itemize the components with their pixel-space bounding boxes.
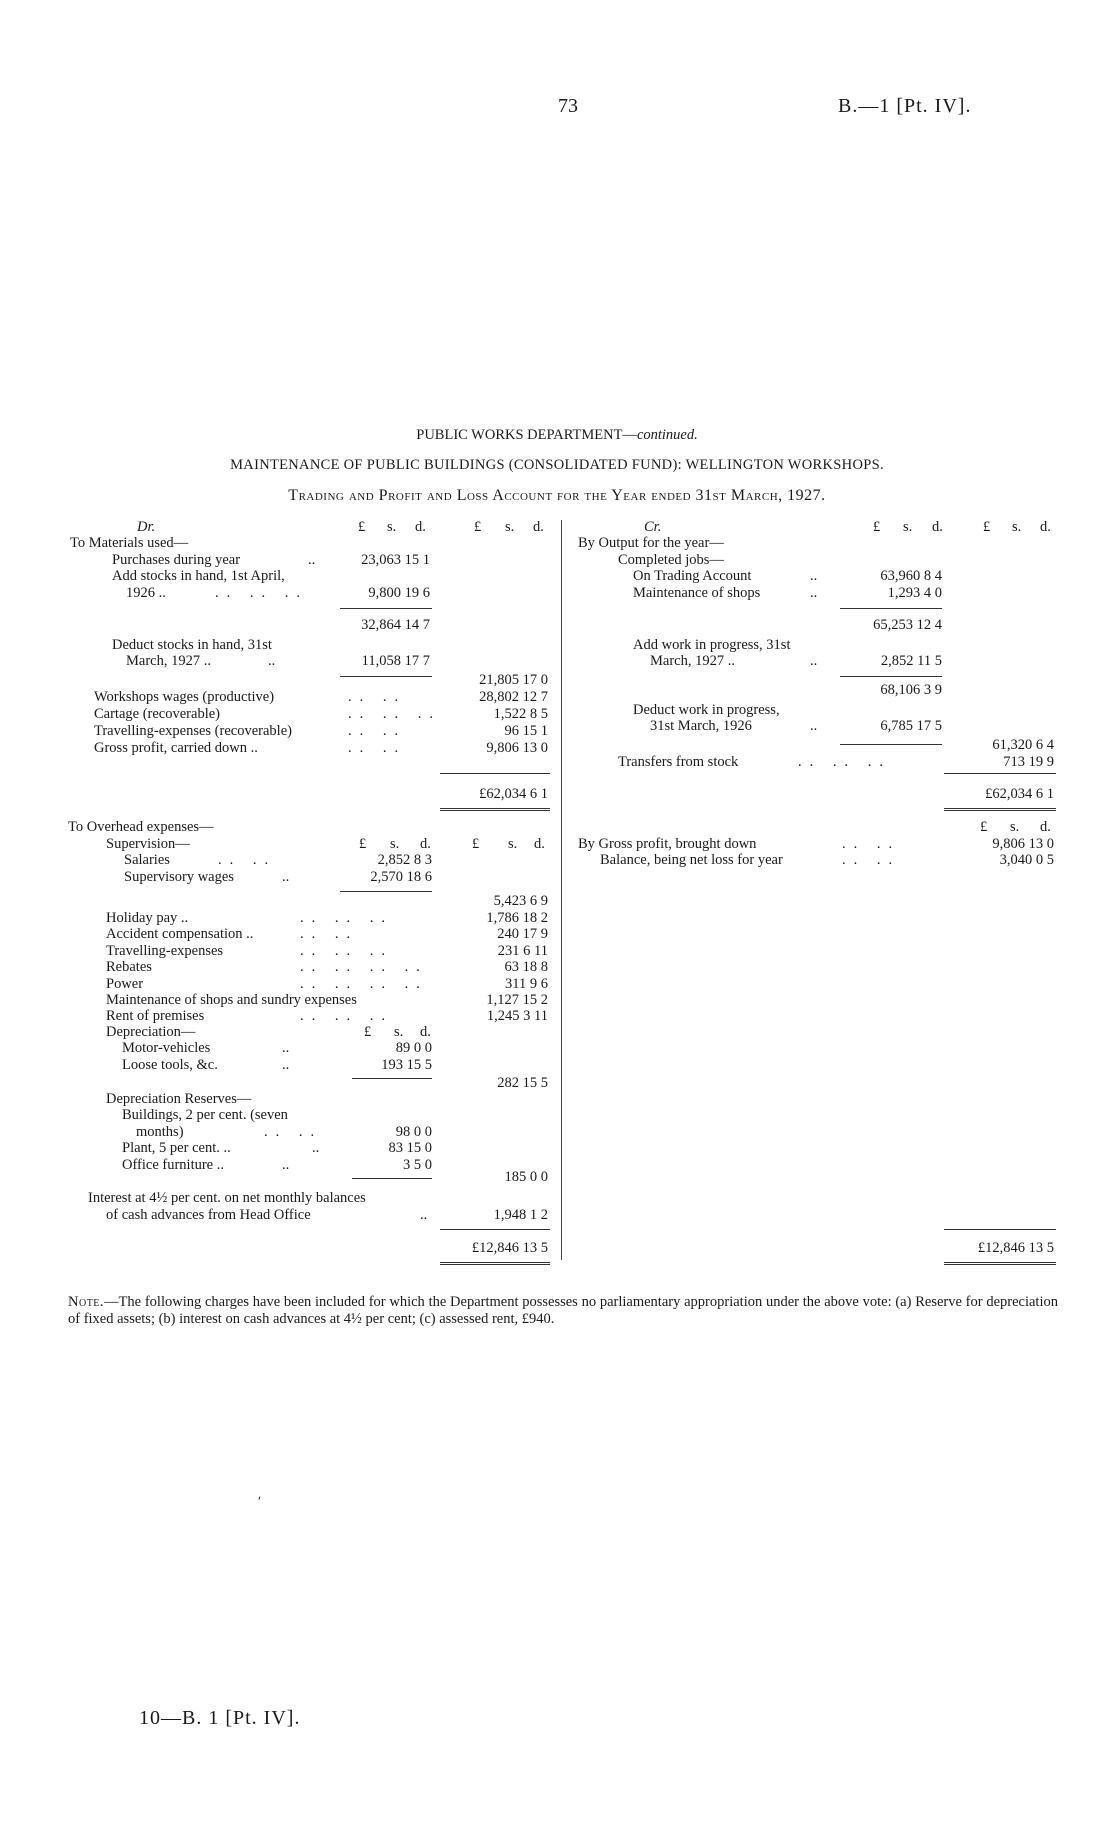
leader-dots: ..: [282, 1157, 290, 1173]
leader-dots: .. .. .. ..: [300, 975, 428, 992]
maintenance-title: MAINTENANCE OF PUBLIC BUILDINGS (CONSOLIDATED FUND): WELLINGTON WORKSHOPS.: [230, 457, 884, 473]
deduct-stocks-label: Deduct stocks in hand, 31st: [112, 637, 272, 653]
maintenance-label: Maintenance of shops: [633, 585, 761, 601]
plant-amount: 83 15 0: [388, 1140, 432, 1156]
credit-total: £62,034 6 1: [985, 786, 1054, 802]
leader-dots: ..: [282, 1057, 290, 1073]
rule: [340, 891, 432, 892]
rule: [440, 1229, 550, 1230]
leader-dots: ..: [282, 1040, 290, 1056]
row-label: Rent of premises: [106, 1008, 205, 1025]
transfers-label: Transfers from stock: [618, 754, 739, 770]
leader-dots: ..: [810, 568, 818, 584]
page-number: 73: [558, 95, 578, 117]
leader-dots: ..: [268, 653, 276, 669]
trading-amount: 63,960 8 4: [880, 568, 942, 584]
completed-jobs: Completed jobs—: [618, 552, 724, 568]
col-head-s: s.: [508, 836, 518, 852]
leader-dots: .. .. ..: [300, 1008, 393, 1025]
leader-dots: .. .. ..: [798, 754, 891, 770]
add-stocks-year: 1926 ..: [126, 585, 166, 601]
materials-subtotal: 32,864 14 7: [361, 617, 430, 633]
row-label: Travelling-expenses (recoverable): [94, 723, 292, 739]
depreciation-heading: Depreciation—: [106, 1024, 196, 1040]
row-label: Rebates: [106, 959, 152, 976]
account-title: Trading and Profit and Loss Account for the Year ended 31st March, 1927.: [288, 487, 826, 504]
row-amount: 231 6 11: [497, 942, 548, 959]
output-net: 61,320 6 4: [992, 737, 1054, 753]
col-head-d: d.: [1040, 819, 1051, 835]
leader-dots: ..: [810, 653, 818, 669]
credit-label: Cr.: [644, 519, 662, 535]
rule: [944, 773, 1056, 774]
row-label: Travelling-expenses: [106, 942, 224, 959]
col-head-s: s.: [394, 1024, 404, 1040]
materials-total: 21,805 17 0: [479, 672, 548, 688]
row-label: Accident compensation ..: [106, 926, 254, 943]
net-loss-amount: 3,040 0 5: [999, 852, 1054, 868]
col-head-s: s.: [903, 519, 913, 535]
supervisory-amount: 2,570 18 6: [370, 869, 432, 885]
row-label: Workshops wages (productive): [94, 689, 275, 705]
leader-dots: .. ..: [348, 689, 407, 705]
col-head-s: s.: [1010, 819, 1020, 835]
col-head-d: d.: [415, 519, 426, 535]
stray-mark: ʹ: [258, 1495, 262, 1510]
rule: [352, 1078, 432, 1079]
add-work-label: Add work in progress, 31st: [633, 637, 791, 653]
deduct-work-label: Deduct work in progress,: [633, 702, 780, 718]
leader-dots: .. ..: [218, 852, 277, 868]
leader-dots: ..: [282, 869, 290, 885]
net-loss-label: Balance, being net loss for year: [600, 852, 783, 868]
rule: [944, 1229, 1056, 1230]
col-head-d: d.: [1040, 519, 1051, 535]
overhead-credit-total: £12,846 13 5: [977, 1240, 1054, 1256]
plant-label: Plant, 5 per cent. ..: [122, 1140, 231, 1156]
leader-dots: .. ..: [842, 836, 901, 852]
col-head-pound: £: [472, 836, 480, 852]
gross-profit-label: By Gross profit, brought down: [578, 836, 757, 852]
header-reference: B.—1 [Pt. IV].: [838, 95, 972, 117]
row-amount: 28,802 12 7: [479, 689, 548, 705]
double-rule: [440, 1262, 550, 1265]
depreciation-total: 282 15 5: [497, 1075, 548, 1091]
rule: [440, 773, 550, 774]
col-head-pound: £: [983, 519, 991, 535]
col-head-d: d.: [420, 836, 431, 852]
transfers-amount: 713 19 9: [1003, 754, 1054, 770]
leader-dots: .. .. ..: [348, 706, 441, 722]
debit-label: Dr.: [137, 519, 156, 535]
col-head-s: s.: [1012, 519, 1022, 535]
purchases-amount: 23,063 15 1: [361, 552, 430, 568]
row-label: Cartage (recoverable): [94, 706, 220, 722]
leader-dots: ..: [810, 585, 818, 601]
col-head-pound: £: [873, 519, 881, 535]
column-divider: [561, 520, 562, 1260]
row-amount: 96 15 1: [504, 723, 548, 739]
row-amount: 9,806 13 0: [486, 740, 548, 756]
buildings-months: months): [136, 1124, 184, 1140]
reserves-heading: Depreciation Reserves—: [106, 1091, 252, 1107]
deduct-work-date: 31st March, 1926: [650, 718, 752, 734]
overhead-heading: To Overhead expenses—: [68, 819, 214, 835]
rule: [340, 608, 432, 609]
row-amount: 63 18 8: [504, 959, 548, 976]
leader-dots: .. ..: [300, 926, 359, 943]
col-head-d: d.: [420, 1024, 431, 1040]
col-head-pound: £: [364, 1024, 372, 1040]
leader-dots: .. ..: [264, 1124, 323, 1140]
col-head-d: d.: [534, 836, 545, 852]
leader-dots: .. ..: [348, 740, 407, 756]
row-amount: 240 17 9: [497, 926, 548, 943]
deduct-stocks-date: March, 1927 ..: [126, 653, 211, 669]
double-rule: [944, 808, 1056, 811]
interest-label: Interest at 4½ per cent. on net monthly balances: [88, 1190, 366, 1206]
col-head-s: s.: [390, 836, 400, 852]
col-head-pound: £: [359, 836, 367, 852]
double-rule: [944, 1262, 1056, 1265]
add-work-date: March, 1927 ..: [650, 653, 735, 669]
col-head-pound: £: [980, 819, 988, 835]
output-subtotal: 65,253 12 4: [873, 617, 942, 633]
leader-dots: ..: [308, 552, 316, 568]
col-head-s: s.: [505, 519, 515, 535]
interest-label-2: of cash advances from Head Office: [106, 1207, 311, 1223]
overhead-total: £12,846 13 5: [471, 1240, 548, 1256]
leader-dots: .. .. ..: [215, 585, 308, 601]
leader-dots: .. ..: [348, 723, 407, 739]
rule: [352, 1178, 432, 1179]
supervision-total: 5,423 6 9: [493, 893, 548, 909]
rule: [840, 676, 942, 677]
buildings-label: Buildings, 2 per cent. (seven: [122, 1107, 288, 1123]
add-work-amount: 2,852 11 5: [880, 653, 942, 669]
double-rule: [440, 808, 550, 811]
row-label: Power: [106, 975, 144, 992]
col-head-s: s.: [387, 519, 397, 535]
rule: [840, 744, 942, 745]
note-paragraph: Note.—The following charges have been included for which the Department possesses no parliamentary appropriation under the above vote: (a) Reserve for depreciation of fixed assets; (b) interest on cash advances at 4½ per cent; (c) assessed rent, £940.: [68, 1294, 1058, 1327]
gross-profit-amount: 9,806 13 0: [992, 836, 1054, 852]
purchases-label: Purchases during year: [112, 552, 241, 568]
motor-amount: 89 0 0: [395, 1040, 432, 1056]
salaries-amount: 2,852 8 3: [377, 852, 432, 868]
leader-dots: .. .. ..: [300, 910, 393, 926]
debit-total: £62,034 6 1: [479, 786, 548, 802]
col-head-pound: £: [474, 519, 482, 535]
department-title: PUBLIC WORKS DEPARTMENT—continued.: [416, 427, 698, 443]
leader-dots: ..: [420, 1207, 428, 1223]
office-amount: 3 5 0: [403, 1157, 432, 1173]
row-amount: 1,245 3 11: [486, 1008, 548, 1025]
leader-dots: .. .. .. ..: [300, 959, 428, 976]
leader-dots: .. .. ..: [300, 942, 393, 959]
interest-amount: 1,948 1 2: [493, 1207, 548, 1223]
salaries-label: Salaries: [124, 852, 170, 868]
office-label: Office furniture ..: [122, 1157, 224, 1173]
row-amount: 1,522 8 5: [493, 706, 548, 722]
row-amount: 1,127 15 2: [486, 992, 548, 1008]
row-label: Holiday pay ..: [106, 910, 189, 926]
rule: [340, 676, 432, 677]
materials-heading: To Materials used—: [70, 535, 189, 551]
add-stocks-amount: 9,800 19 6: [368, 585, 430, 601]
loose-tools-amount: 193 15 5: [381, 1057, 432, 1073]
leader-dots: ..: [810, 718, 818, 734]
col-head-d: d.: [932, 519, 943, 535]
row-label: Gross profit, carried down ..: [94, 740, 258, 756]
motor-label: Motor-vehicles: [122, 1040, 211, 1056]
col-head-pound: £: [358, 519, 366, 535]
buildings-amount: 98 0 0: [395, 1124, 432, 1140]
supervision-heading: Supervision—: [106, 836, 190, 852]
trading-label: On Trading Account: [633, 568, 752, 584]
output-heading: By Output for the year—: [578, 535, 724, 551]
deduct-work-amount: 6,785 17 5: [880, 718, 942, 734]
maintenance-amount: 1,293 4 0: [887, 585, 942, 601]
row-label: Maintenance of shops and sundry expenses: [106, 992, 357, 1008]
col-head-d: d.: [533, 519, 544, 535]
footer-reference: 10—B. 1 [Pt. IV].: [139, 1707, 301, 1729]
output-subtotal2: 68,106 3 9: [880, 682, 942, 698]
loose-tools-label: Loose tools, &c.: [122, 1057, 218, 1073]
row-amount: 1,786 18 2: [486, 910, 548, 926]
rule: [840, 608, 942, 609]
leader-dots: ..: [312, 1140, 320, 1156]
row-amount: 311 9 6: [505, 975, 548, 992]
leader-dots: .. ..: [842, 852, 901, 868]
reserves-total: 185 0 0: [504, 1169, 548, 1185]
deduct-stocks-amount: 11,058 17 7: [361, 653, 430, 669]
supervisory-label: Supervisory wages: [124, 869, 234, 885]
add-stocks-label: Add stocks in hand, 1st April,: [112, 568, 285, 584]
